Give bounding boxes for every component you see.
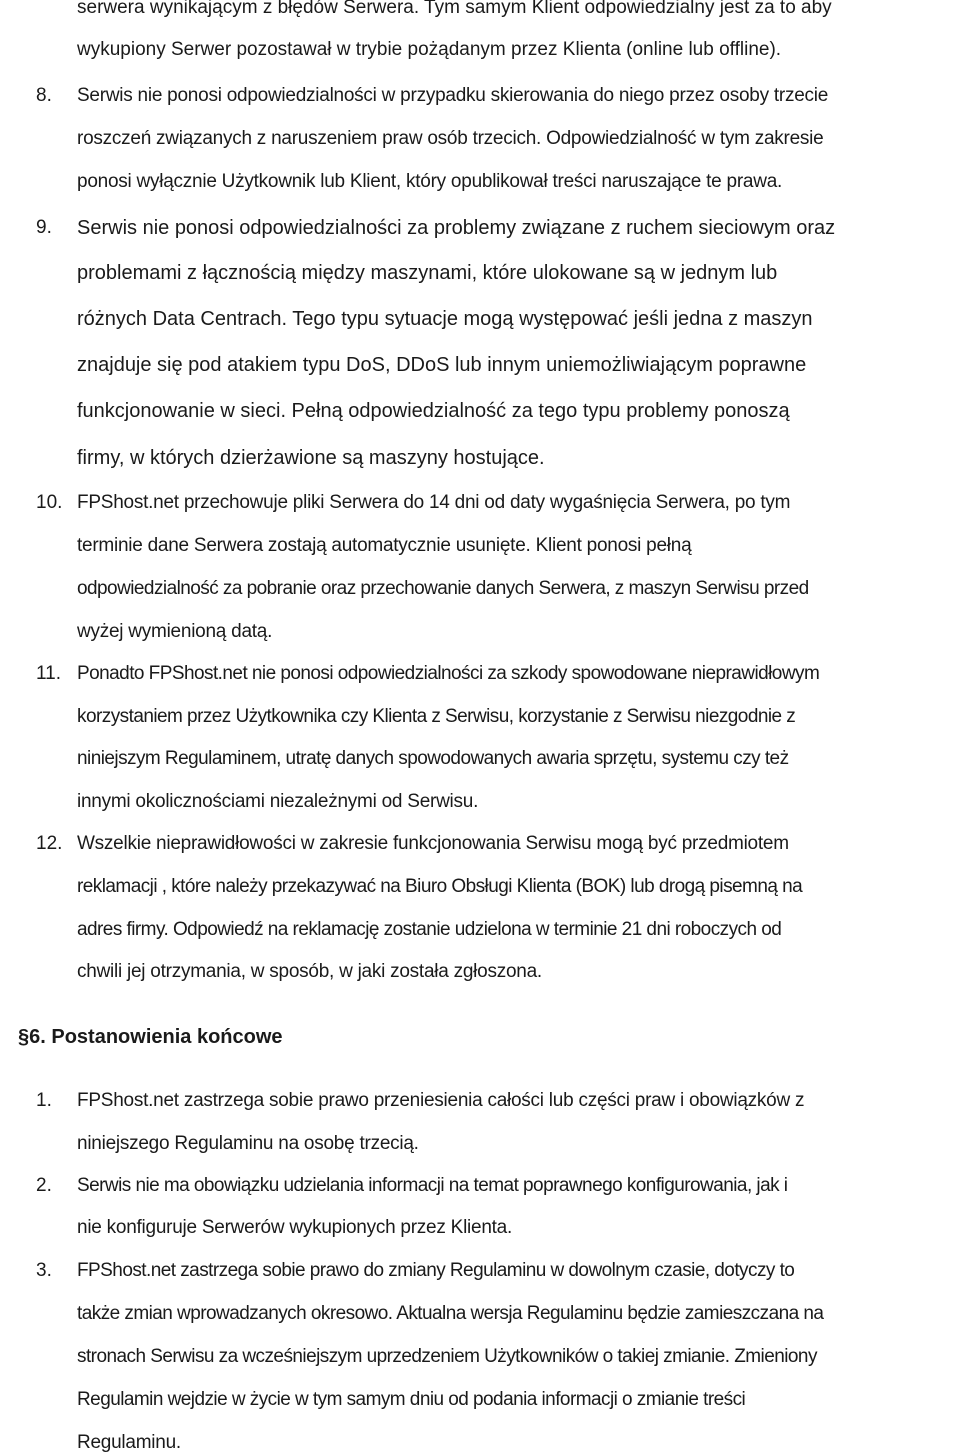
paragraph-line: różnych Data Centrach. Tego typu sytuacje mogą występować jeśli jedna z maszyn bbox=[77, 308, 813, 330]
paragraph-line: Serwis nie ponosi odpowiedzialności w przypadku skierowania do niego przez osoby trzecie bbox=[77, 85, 829, 106]
paragraph-line: innymi okolicznościami niezależnymi od Serwisu. bbox=[77, 791, 479, 812]
paragraph-line: nie konfiguruje Serwerów wykupionych przez Klienta. bbox=[77, 1217, 513, 1238]
paragraph-line: problemami z łącznością między maszynami, które ulokowane są w jednym lub bbox=[77, 262, 778, 284]
list-number: 2. bbox=[36, 1175, 52, 1196]
paragraph-line: terminie dane Serwera zostają automatycznie usunięte. Klient ponosi pełną bbox=[77, 535, 692, 556]
paragraph-line: FPShost.net zastrzega sobie prawo przeniesienia całości lub części praw i obowiązków z bbox=[77, 1090, 805, 1111]
paragraph-line: funkcjonowanie w sieci. Pełną odpowiedzialność za tego typu problemy ponoszą bbox=[77, 400, 790, 422]
paragraph-line: reklamacji , które należy przekazywać na Biuro Obsługi Klienta (BOK) lub drogą pisemną na bbox=[77, 876, 803, 897]
section-heading: §6. Postanowienia końcowe bbox=[18, 1026, 283, 1048]
paragraph-line: wykupiony Serwer pozostawał w trybie pożądanym przez Klienta (online lub offline). bbox=[77, 39, 782, 60]
paragraph-line: Serwis nie ponosi odpowiedzialności za problemy związane z ruchem sieciowym oraz bbox=[77, 217, 836, 239]
list-number: 8. bbox=[36, 85, 52, 106]
paragraph-line: znajduje się pod atakiem typu DoS, DDoS lub innym uniemożliwiającym poprawne bbox=[77, 354, 807, 376]
list-number: 1. bbox=[36, 1090, 52, 1111]
paragraph-line: ponosi wyłącznie Użytkownik lub Klient, który opublikował treści naruszające te prawa. bbox=[77, 171, 783, 192]
paragraph-line: także zmian wprowadzanych okresowo. Aktualna wersja Regulaminu będzie zamieszczana na bbox=[77, 1303, 824, 1324]
paragraph-line: Ponadto FPShost.net nie ponosi odpowiedzialności za szkody spowodowane nieprawidłowym bbox=[77, 663, 820, 684]
paragraph-line: firmy, w których dzierżawione są maszyny hostujące. bbox=[77, 447, 545, 469]
paragraph-line: chwili jej otrzymania, w sposób, w jaki została zgłoszona. bbox=[77, 961, 542, 982]
paragraph-line: Regulaminu. bbox=[77, 1432, 181, 1453]
paragraph-line: korzystaniem przez Użytkownika czy Klienta z Serwisu, korzystanie z Serwisu niezgodnie z bbox=[77, 706, 796, 727]
list-number: 12. bbox=[36, 833, 63, 854]
paragraph-line: serwera wynikającym z błędów Serwera. Tym samym Klient odpowiedzialny jest za to aby bbox=[77, 0, 832, 18]
paragraph-line: Wszelkie nieprawidłowości w zakresie funkcjonowania Serwisu mogą być przedmiotem bbox=[77, 833, 789, 854]
paragraph-line: niniejszym Regulaminem, utratę danych spowodowanych awaria sprzętu, systemu czy też bbox=[77, 748, 789, 769]
paragraph-line: niniejszego Regulaminu na osobę trzecią. bbox=[77, 1133, 419, 1154]
paragraph-line: stronach Serwisu za wcześniejszym uprzedzeniem Użytkowników o takiej zmianie. Zmieniony bbox=[77, 1346, 817, 1367]
list-number: 11. bbox=[36, 663, 62, 684]
paragraph-line: Serwis nie ma obowiązku udzielania informacji na temat poprawnego konfigurowania, jak i bbox=[77, 1175, 788, 1196]
paragraph-line: roszczeń związanych z naruszeniem praw osób trzecich. Odpowiedzialność w tym zakresie bbox=[77, 128, 824, 149]
list-number: 3. bbox=[36, 1260, 52, 1281]
paragraph-line: FPShost.net zastrzega sobie prawo do zmiany Regulaminu w dowolnym czasie, dotyczy to bbox=[77, 1260, 795, 1281]
list-number: 9. bbox=[36, 217, 52, 238]
paragraph-line: odpowiedzialność za pobranie oraz przechowanie danych Serwera, z maszyn Serwisu przed bbox=[77, 578, 809, 599]
paragraph-line: FPShost.net przechowuje pliki Serwera do 14 dni od daty wygaśnięcia Serwera, po tym bbox=[77, 492, 791, 513]
paragraph-line: adres firmy. Odpowiedź na reklamację zostanie udzielona w terminie 21 dni roboczych od bbox=[77, 919, 782, 940]
paragraph-line: Regulamin wejdzie w życie w tym samym dniu od podania informacji o zmianie treści bbox=[77, 1389, 746, 1410]
paragraph-line: wyżej wymienioną datą. bbox=[77, 621, 273, 642]
list-number: 10. bbox=[36, 492, 63, 513]
